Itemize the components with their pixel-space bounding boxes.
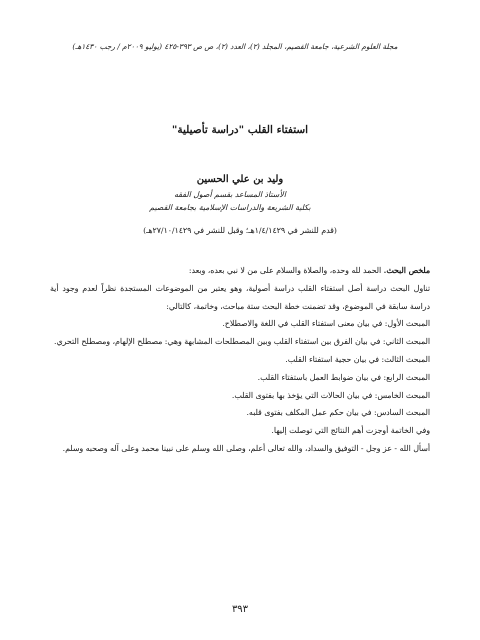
submission-dates: (قدم للنشر في ١/٤/١٤٢٩هـ؛ وقبل للنشر في ٢٧/١٠/١٤٢٩هـ) [143, 226, 337, 235]
abstract-section-4: المبحث الرابع: في بيان ضوابط العمل باستفتاء القلب. [257, 372, 430, 382]
abstract-section-6: المبحث السادس: في بيان حكم عمل المكلف بفتوى قلبه. [246, 408, 430, 418]
abstract-section-2: المبحث الثاني: في بيان الفرق بين استفتاء القلب وبين المصطلحات المشابهة وهي: مصطلح الإلهام، ومصطلح التحري. [54, 337, 430, 347]
paper-title: استفتاء القلب "دراسة تأصيلية" [171, 124, 309, 136]
abstract-opening-text: الحمد لله وحده، والصلاة والسلام على من لا نبي بعده، وبعد: [188, 266, 384, 275]
abstract-closing-prayer: أسأل الله - عز وجل - التوفيق والسداد، والله تعالى أعلم، وصلى الله وسلم على نبينا محمد وعلى آله وصحبه وسلم. [62, 443, 430, 453]
abstract-opening [50, 262, 430, 280]
abstract-section-1: المبحث الأول: في بيان معنى استفتاء القلب في اللغة والاصطلاح. [222, 319, 430, 329]
abstract-conclusion: وفي الخاتمة أوجزت أهم النتائج التي توصلت إليها. [271, 426, 430, 436]
abstract-label: ملخص البحث. [383, 266, 430, 275]
abstract-section-3: المبحث الثالث: في بيان حجية استفتاء القلب. [285, 354, 430, 364]
page-number: ٣٩٣ [231, 604, 249, 615]
abstract-section-5: المبحث الخامس: في بيان الحالات التي يؤخذ بها بفتوى القلب. [231, 390, 430, 400]
author-affiliation-institution: بكلية الشريعة والدراسات الإسلامية بجامعة القصيم [149, 203, 311, 212]
author-affiliation-position: الأستاذ المساعد بقسم أصول الفقه [174, 190, 286, 199]
author-name: وليد بن علي الحسين [196, 174, 284, 185]
abstract-intro: تناول البحث دراسة أصل استفتاء القلب دراسة أصولية، وهو يعتبر من الموضوعات المستجدة نظراً لعدم وجود أية دراسة سابقة في الموضوع، وقد تضمنت خطة البحث ستة مباحث، وخاتمة، كالتالي: [50, 283, 430, 311]
abstract [50, 262, 430, 458]
journal-citation: مجلة العلوم الشرعية، جامعة القصيم، المجلد (٢)، العدد (٢)، ص ص ٣٩٣-٤٢٥ (يوليو ٢٠٠٩م / رجب ١٤٣٠هـ) [72, 42, 398, 51]
